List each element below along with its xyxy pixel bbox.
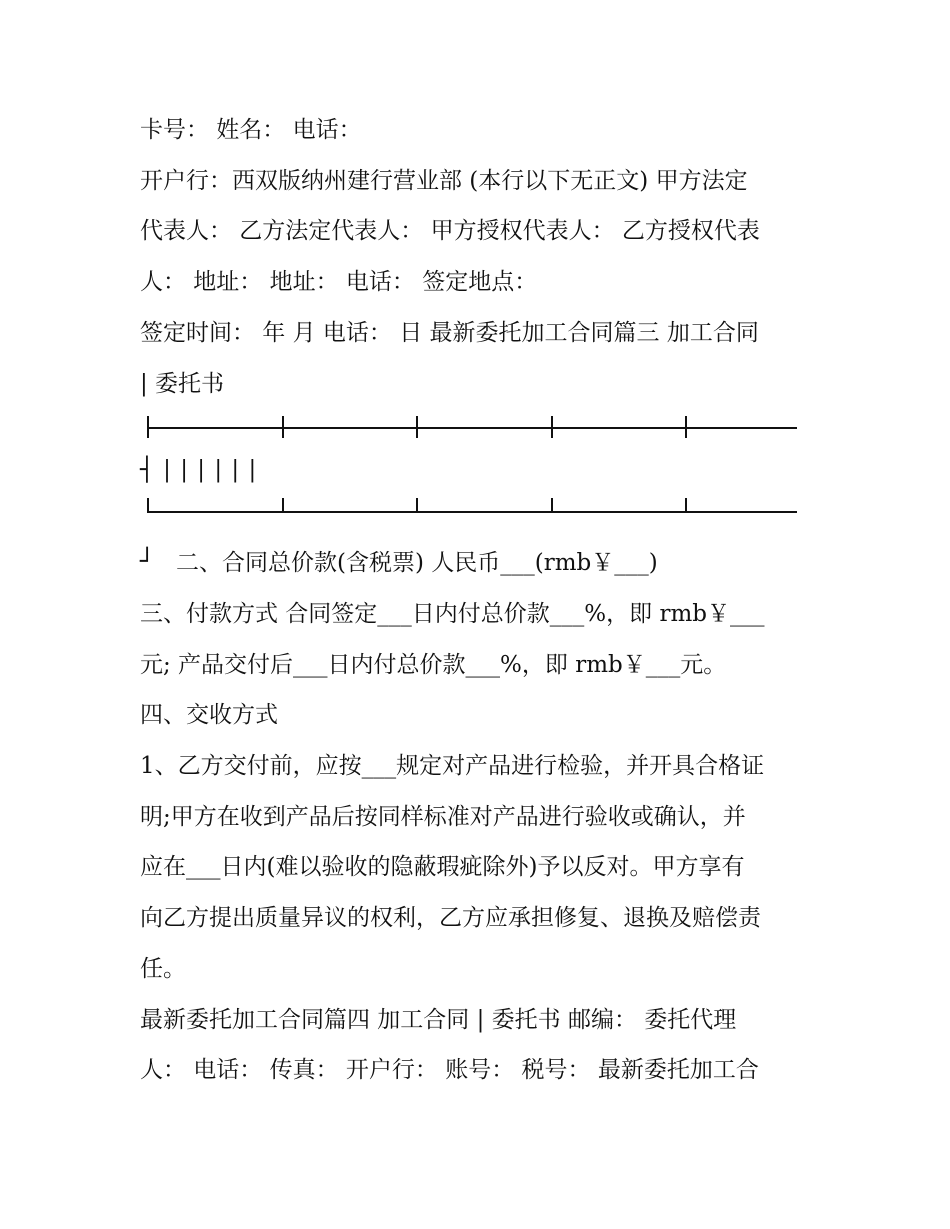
table-tick [147, 416, 149, 438]
text-line: 1、乙方交付前，应按___规定对产品进行检验，并开具合格证 [140, 753, 765, 779]
text-line: 任。 [140, 956, 186, 982]
table-tick [685, 416, 687, 438]
text-line: 卡号： 姓名： 电话： [140, 117, 362, 143]
table-bottom-rule [147, 511, 797, 513]
table-tick [282, 416, 284, 438]
table-end-mark: ┘ [140, 547, 155, 575]
section-heading: 四、交收方式 [140, 702, 278, 728]
table-middle-row: ┤ | | | | | | [140, 457, 258, 483]
text-line: 签定时间： 年 月 电话： 日 最新委托加工合同篇三 加工合同 [140, 320, 759, 346]
text-line: 向乙方提出质量异议的权利，乙方应承担修复、退换及赔偿责 [140, 905, 761, 931]
text-line: 开户行：西双版纳州建行营业部 (本行以下无正文) 甲方法定 [140, 168, 748, 194]
text-line: 二、合同总价款(含税票) 人民币___(rmb￥___) [176, 550, 658, 576]
text-line: 代表人： 乙方法定代表人： 甲方授权代表人： 乙方授权代表 [140, 218, 760, 244]
table-top-rule [147, 427, 797, 429]
text-line: 三、付款方式 合同签定___日内付总价款___%，即 rmb￥___ [140, 601, 765, 627]
text-line: 人： 地址： 地址： 电话： 签定地点： [140, 269, 538, 295]
text-line: 最新委托加工合同篇四 加工合同 | 委托书 邮编： 委托代理 [140, 1007, 737, 1033]
text-line: 明;甲方在收到产品后按同样标准对产品进行验收或确认，并 [140, 804, 746, 830]
text-line: 元; 产品交付后___日内付总价款___%，即 rmb￥___元。 [140, 652, 727, 678]
table-tick [551, 416, 553, 438]
table-tick [416, 416, 418, 438]
table-tick [282, 498, 284, 512]
table-tick [551, 498, 553, 512]
table-tick [685, 498, 687, 512]
text-line: | 委托书 [140, 371, 225, 397]
text-line: 应在___日内(难以验收的隐蔽瑕疵除外)予以反对。甲方享有 [140, 854, 745, 880]
text-line: 人： 电话： 传真： 开户行： 账号： 税号： 最新委托加工合 [140, 1057, 759, 1083]
table-tick [416, 498, 418, 512]
table-tick [147, 498, 149, 512]
